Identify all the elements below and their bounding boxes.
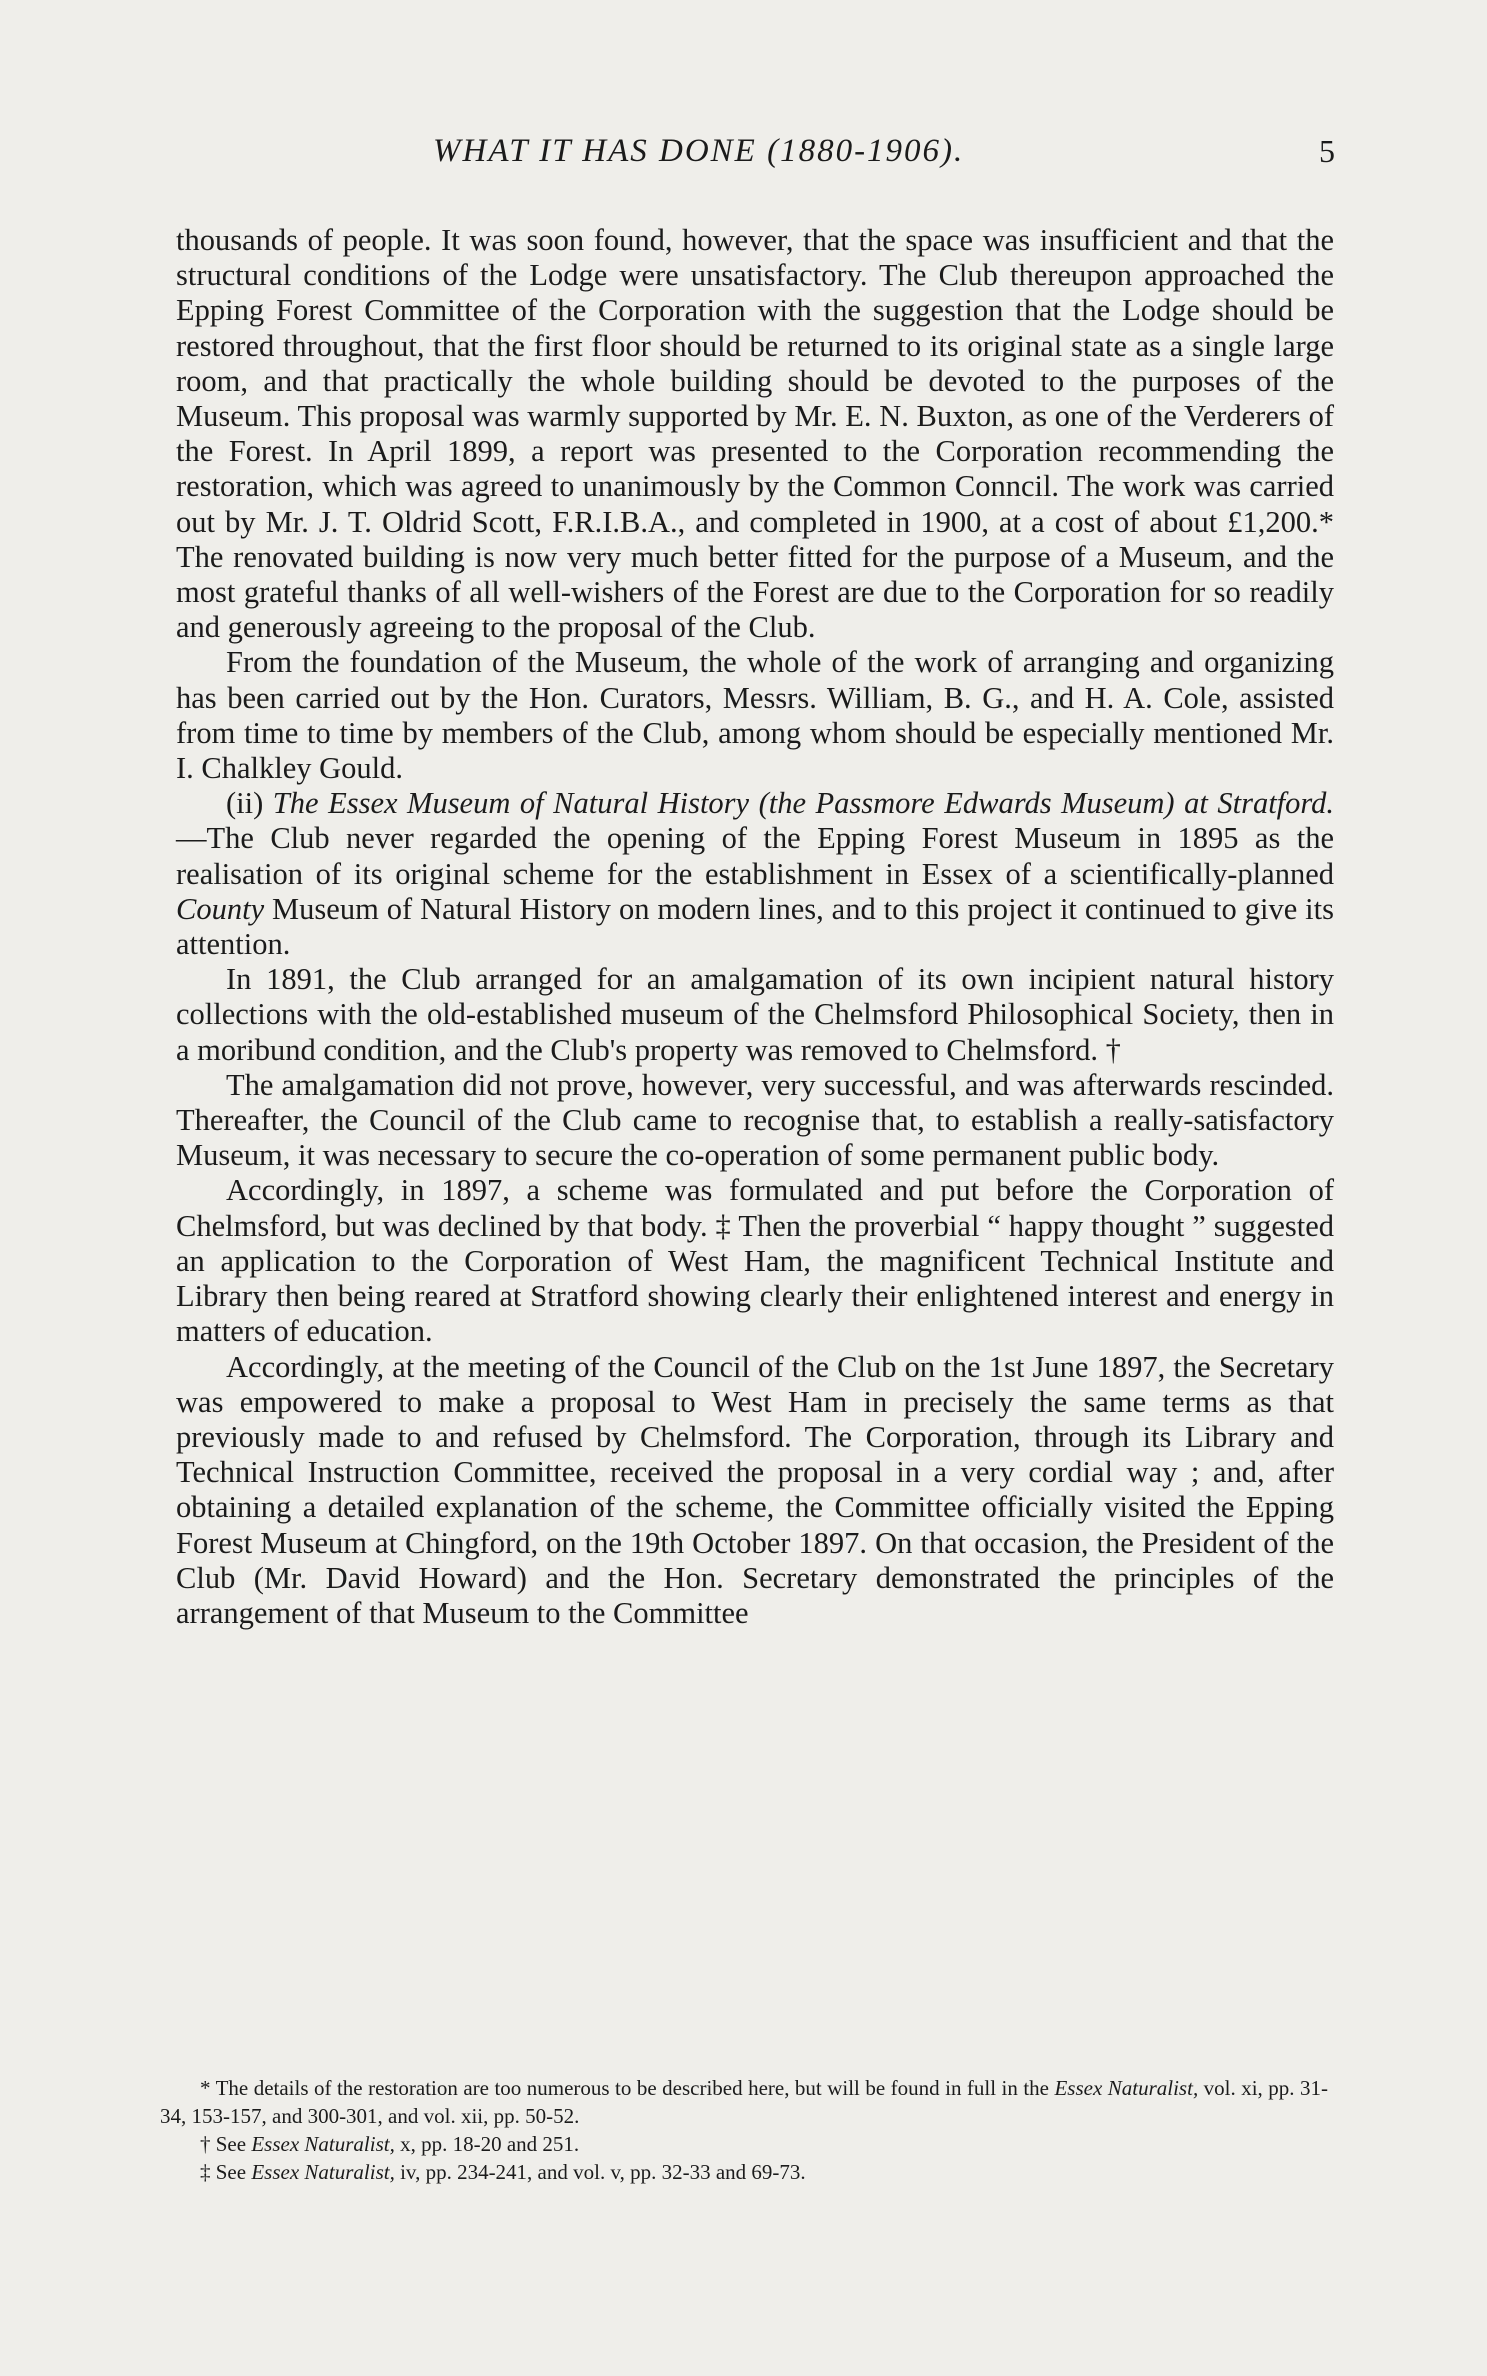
paragraph-3-text-a: —The Club never regarded the opening of the Epping Forest Museum in 1895 as the realisation of its original scheme for the establishment in Essex of a scientifically-planned [176, 821, 1334, 891]
footnote-2 [160, 2130, 1328, 2158]
paragraph-6: Accordingly, in 1897, a scheme was formulated and put before the Corporation of Chelmsford, but was declined by that body. ‡ Then the proverbial “ happy thought ” suggested an application to the Corporation of West Ham, the magnificent Technical Institute and Library then being reared at Stratford showing clearly their enlightened interest and energy in matters of education. [176, 1173, 1334, 1349]
page-number: 5 [1319, 133, 1335, 169]
paragraph-7: Accordingly, at the meeting of the Council of the Club on the 1st June 1897, the Secretary was empowered to make a proposal to West Ham in precisely the same terms as that previously made to and refused by Chelmsford. The Corporation, through its Library and Technical Instruction Committee, received the proposal in a very cordial way ; and, after obtaining a detailed explanation of the scheme, the Committee officially visited the Epping Forest Museum at Chingford, on the 19th October 1897. On that occasion, the President of the Club (Mr. David Howard) and the Hon. Secretary demonstrated the principles of the arrangement of that Museum to the Committee [176, 1349, 1334, 1630]
section-title: The Essex Museum of Natural History (the Passmore Edwards Museum) at Stratford. [272, 786, 1335, 821]
footnote-1-text-a: * The details of the restoration are too numerous to be described here, but will be found in full in the [200, 2076, 1055, 2100]
footnote-2-journal: Essex Naturalist, [251, 2132, 395, 2156]
footnote-2-text-a: † See [200, 2132, 252, 2156]
section-number: (ii) [226, 786, 273, 821]
footnote-3-text-b: iv, pp. 234-241, and vol. v, pp. 32-33 and 69-73. [394, 2160, 806, 2184]
running-title [433, 133, 964, 170]
paragraph-5: The amalgamation did not prove, however, very successful, and was afterwards rescinded. Thereafter, the Council of the Club came to recognise that, to establish a really-satisfactory Museum, it was necessary to secure the co-operation of some permanent public body. [176, 1067, 1334, 1173]
paragraph-3-text-b: Museum of Natural History on modern lines, and to this project it continued to give its attention. [176, 891, 1334, 962]
body-text [176, 223, 1334, 1631]
footnote-3 [160, 2158, 1328, 2186]
paragraph-1: thousands of people. It was soon found, however, that the space was insufficient and that the structural conditions of the Lodge were unsatisfactory. The Club thereupon approached the Epping Forest Committee of the Corporation with the suggestion that the Lodge should be restored throughout, that the first floor should be returned to its original state as a single large room, and that practically the whole building should be devoted to the purposes of the Museum. This proposal was warmly supported by Mr. E. N. Buxton, as one of the Verderers of the Forest. In April 1899, a report was presented to the Corporation recommending the restoration, which was agreed to unanimously by the Common Conncil. The work was carried out by Mr. J. T. Oldrid Scott, F.R.I.B.A., and completed in 1900, at a cost of about £1,200.* The renovated building is now very much better fitted for the purpose of a Museum, and the most grateful thanks of all well-wishers of the Forest are due to the Corporation for so readily and generously agreeing to the proposal of the Club. [176, 223, 1334, 645]
footnote-2-text-b: x, pp. 18-20 and 251. [394, 2132, 580, 2156]
county-emphasis: County [176, 891, 265, 926]
footnote-3-text-a: ‡ See [200, 2160, 252, 2184]
footnote-1 [160, 2074, 1328, 2130]
running-head [175, 133, 1335, 177]
paragraph-2: From the foundation of the Museum, the whole of the work of arranging and organizing has been carried out by the Hon. Curators, Messrs. William, B. G., and H. A. Cole, assisted from time to time by members of the Club, among whom should be especially mentioned Mr. I. Chalkley Gould. [176, 645, 1334, 786]
running-title-years: (1880-1906). [767, 133, 965, 169]
paragraph-4: In 1891, the Club arranged for an amalgamation of its own incipient natural history collections with the old-established museum of the Chelmsford Philosophical Society, then in a moribund condition, and the Club's property was removed to Chelmsford. † [176, 962, 1334, 1067]
footnote-1-journal: Essex Naturalist, [1054, 2076, 1199, 2100]
paragraph-3 [176, 786, 1334, 962]
footnotes [160, 2074, 1328, 2186]
footnote-1-text-b: vol. xi, pp. 31-34, 153-157, and 300-301, and vol. xii, pp. 50-52. [160, 2076, 1328, 2128]
footnote-3-journal: Essex Naturalist, [251, 2160, 395, 2184]
running-title-main: WHAT IT HAS DONE [433, 133, 768, 169]
